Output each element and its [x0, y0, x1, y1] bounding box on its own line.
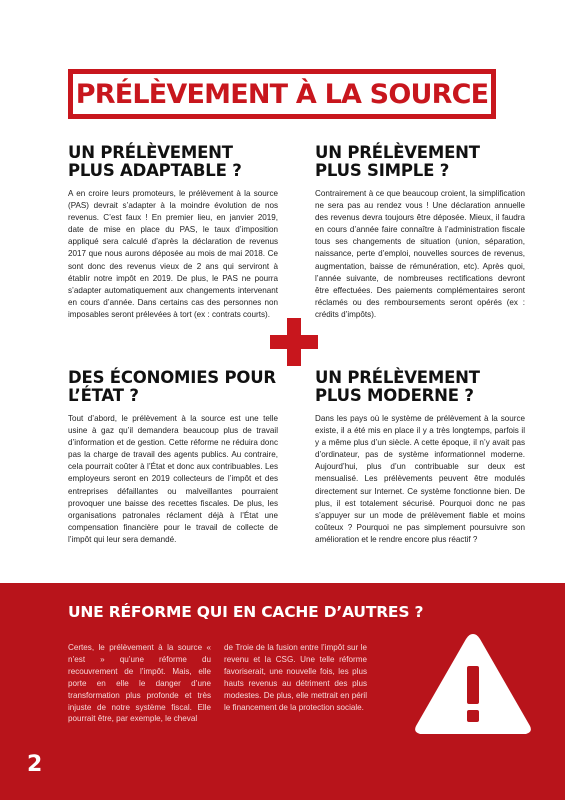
plus-icon [270, 318, 318, 366]
warning-triangle-icon [412, 630, 534, 738]
section-body: Dans les pays où le système de prélèvement à la source existe, il a été mis en place il y a très longtemps, parfois il y a même plus d’un siècle. A cette époque, il n’y avait pas d’ordinateur, pas de système informationnel moderne. Aujourd’hui, plus d’un contribuable sur deux est mensualisé. Les prélèvements peuvent être modulés directement sur Internet. Ce système fonctionne bien. De plus, il est totalement sécurisé. Pourquoi donc ne pas s’appuyer sur un mode de prélèvement fiable et moins coûteux ? Pourquoi ne pas simplement poursuivre son amélioration et le rendre encore plus réactif ? [315, 414, 525, 544]
bottom-band [0, 583, 565, 800]
section-heading: UN PRÉLÈVEMENT PLUS SIMPLE ? [315, 143, 480, 180]
page-title: PRÉLÈVEMENT À LA SOURCE [75, 78, 489, 110]
section-moderne [315, 369, 525, 546]
section-heading: UN PRÉLÈVEMENT PLUS MODERNE ? [315, 368, 480, 405]
page-number: 2 [27, 752, 43, 777]
bottom-text-column-2: de Troie de la fusion entre l’impôt sur le revenu et la CSG. Une telle réforme favoriserait, une nouvelle fois, les plus hauts revenus au détriment des plus modestes. De plus, elle mettrait en péril le financement de la protection sociale. [224, 643, 367, 712]
section-heading: DES ÉCONOMIES POUR L’ÉTAT ? [68, 368, 276, 405]
title-box [68, 69, 496, 119]
bottom-text-column-1: Certes, le prélèvement à la source « n’est » qu’une réforme du recouvrement de l’impôt. Mais, elle porte en elle le danger d’une transformation plus profonde et très injuste de notre système fiscal. Elle pourrait être, par exemple, le cheval [68, 643, 211, 724]
section-economies [68, 369, 278, 546]
section-body: Contrairement à ce que beaucoup croient, la simplification ne sera pas au rendez vous ! Une déclaration annuelle des revenus devra toujours être déposée. Mieux, il faudra en cours d’année faire connaître à l’administration fiscale tous ses changements de situation (union, séparation, naissance, perte d’emploi, nouvelles sources de revenus, augmentation, baisse de rémunération, etc). Après quoi, l’année suivante, de nombreuses rectifications devront être effectuées. Des paiements complémentaires seront réclamés ou des remboursements seront opérés (ex : crédits d’impôts). [315, 189, 525, 319]
section-simple [315, 144, 525, 321]
bottom-heading: UNE RÉFORME QUI EN CACHE D’AUTRES ? [68, 603, 424, 621]
section-adaptable [68, 144, 278, 321]
section-body: Tout d’abord, le prélèvement à la source est une telle usine à gaz qu’il demandera beaucoup plus de travail d’information et de gestion. Cette réforme ne réduira donc pas la charge de travail des agents publics. Au contraire, cela pourrait coûter à l’État et donc aux contribuables. Les employeurs seront en 2019 collecteurs de l’impôt et des entreprises défaillantes ou malveillantes pourraient provoquer une baisse des recettes fiscales. De plus, les organisations patronales réclament déjà à l’État une compensation financière pour le travail de collecte de l’impôt qui leur sera demandé. [68, 414, 278, 544]
section-heading: UN PRÉLÈVEMENT PLUS ADAPTABLE ? [68, 143, 242, 180]
section-body: A en croire leurs promoteurs, le prélèvement à la source (PAS) devrait s’adapter à la moindre évolution de nos revenus. C’est faux ! En premier lieu, en janvier 2019, date de mise en place du PAS, le taux d’imposition appliqué sera calculé d’après la déclaration de revenus 2017 que nous aurons déposée au mois de mai 2018. Ce sont donc des revenus vieux de 2 ans qui serviront à établir notre impôt en 2019. De plus, le PAS ne pourra s’adapter automatiquement aux changements intervenant en cours d’année. Dans certains cas des personnes non imposables seront prélevées à tort (ex : contrats courts). [68, 189, 278, 319]
